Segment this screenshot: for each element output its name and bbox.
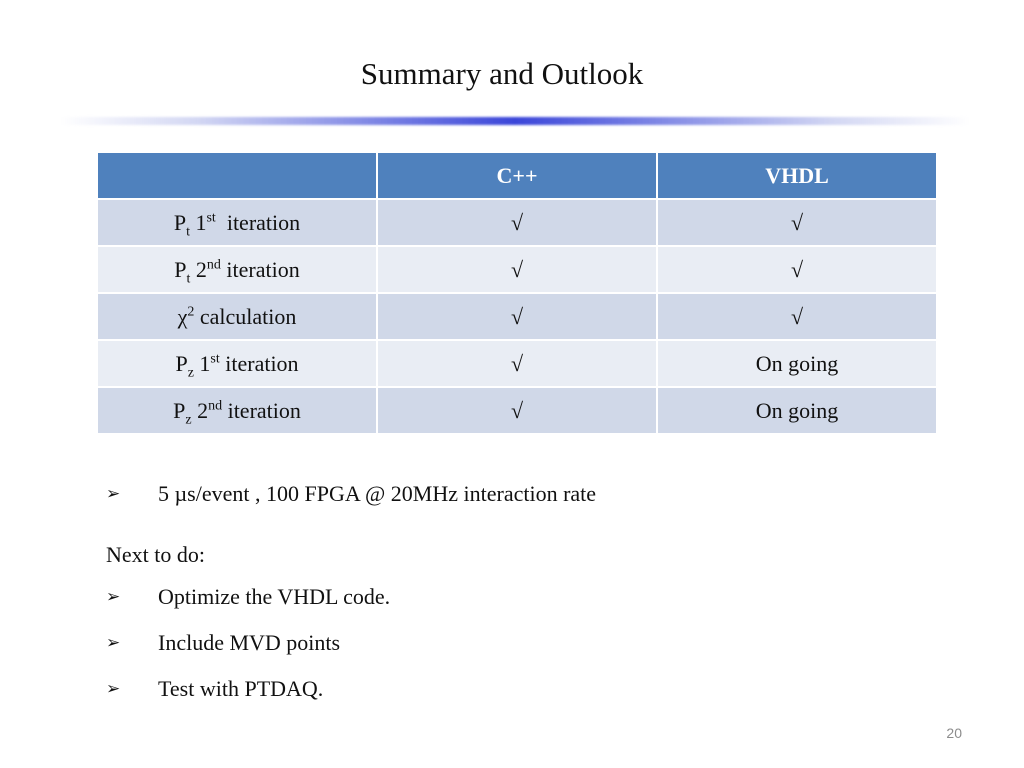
title-underline <box>60 117 970 125</box>
cpp-status: √ <box>377 340 657 387</box>
label-main: P <box>173 397 186 423</box>
header-cell-vhdl: VHDL <box>657 152 937 199</box>
slide-title: Summary and Outlook <box>360 56 644 91</box>
label-rest: iteration <box>225 350 299 376</box>
cpp-status: √ <box>377 246 657 293</box>
row-label <box>97 293 377 340</box>
next-to-do-heading: Next to do: <box>106 542 205 567</box>
summary-text: 5 µs/event , 100 FPGA @ 20MHz interaction rate <box>158 481 597 506</box>
arrow-bullet-icon: ➢ <box>106 633 121 653</box>
vhdl-status: √ <box>657 246 937 293</box>
list-item <box>106 584 390 610</box>
label-sup: nd <box>208 398 223 414</box>
list-item-text: Optimize the VHDL code. <box>158 584 391 609</box>
vhdl-status: On going <box>657 387 937 434</box>
cpp-status: √ <box>377 293 657 340</box>
label-rest: calculation <box>199 303 297 329</box>
arrow-bullet-icon: ➢ <box>106 587 121 607</box>
arrow-bullet-icon: ➢ <box>106 679 121 699</box>
row-label <box>97 387 377 434</box>
table-row <box>97 340 937 387</box>
label-main: P <box>174 256 187 282</box>
list-item <box>106 630 340 656</box>
label-sub: z <box>187 364 194 380</box>
label-rest: iteration <box>226 209 301 235</box>
label-num: 2 <box>195 256 207 282</box>
vhdl-status: √ <box>657 293 937 340</box>
table-row <box>97 293 937 340</box>
table-header-row <box>97 152 937 199</box>
label-sup: st <box>206 210 216 226</box>
label-main: P <box>175 350 188 376</box>
status-table <box>96 151 938 435</box>
label-sub: t <box>186 270 191 286</box>
table-row <box>97 246 937 293</box>
label-sub: t <box>186 223 190 239</box>
header-cell-cpp: C++ <box>377 152 657 199</box>
cpp-status: √ <box>377 199 657 246</box>
label-num: 1 <box>199 350 211 376</box>
label-sup: nd <box>206 257 221 273</box>
row-label <box>97 340 377 387</box>
label-num: 1 <box>195 209 207 235</box>
row-label <box>97 199 377 246</box>
vhdl-status: √ <box>657 199 937 246</box>
label-rest: iteration <box>226 256 300 282</box>
label-rest: iteration <box>227 397 301 423</box>
list-item-text: Test with PTDAQ. <box>158 676 324 701</box>
label-sub: z <box>185 411 192 427</box>
page-number: 20 <box>946 725 962 741</box>
label-num: 2 <box>197 397 209 423</box>
list-item <box>106 676 323 702</box>
table-row <box>97 387 937 434</box>
label-main: χ <box>177 303 188 329</box>
list-item-text: Include MVD points <box>158 630 341 655</box>
vhdl-status: On going <box>657 340 937 387</box>
arrow-bullet-icon: ➢ <box>106 484 121 504</box>
header-cell-empty <box>97 152 377 199</box>
table-row <box>97 199 937 246</box>
label-main: P <box>173 209 187 235</box>
label-sup: 2 <box>187 304 195 320</box>
cpp-status: √ <box>377 387 657 434</box>
label-sup: st <box>210 351 220 367</box>
summary-bullet <box>106 481 596 507</box>
row-label <box>97 246 377 293</box>
